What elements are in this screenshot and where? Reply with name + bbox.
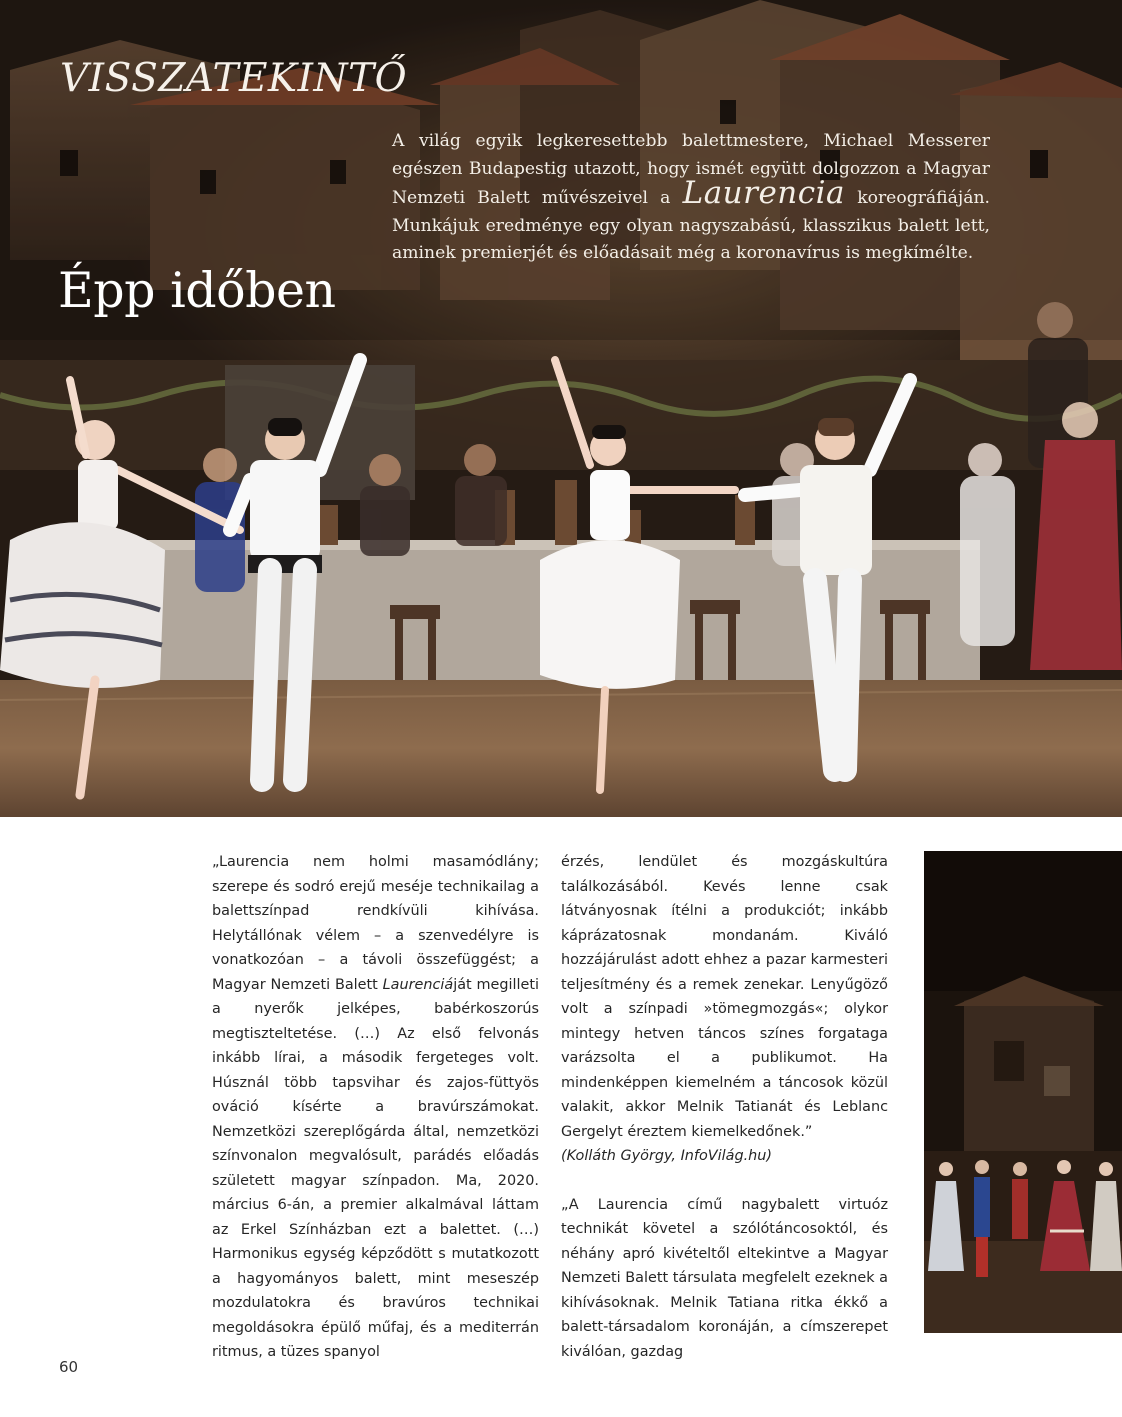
review-quote xyxy=(212,850,539,1365)
text-column-left xyxy=(212,850,539,1365)
play-title: Laurencia xyxy=(682,175,846,212)
section-kicker: VISSZATEKINTŐ xyxy=(60,56,408,101)
lead-text: A világ egyik legkeresettebb balettmestere, Michael Messerer egészen Budapestig utazott, hogy ismét együtt dolgozzon a Magyar Nemzeti Balett művészeivel a xyxy=(392,131,990,209)
stage-scene-illustration xyxy=(924,851,1122,1333)
play-title-inline: Laurenciá xyxy=(382,976,454,993)
text-column-right xyxy=(561,850,888,1364)
quote-text: ját megilleti a nyerők jelképes, babérkoszorús megtiszteltetése. (…) Az első felvonás inkább lírai, a második fergeteges volt. Húsznál több tapsvihar és zajos-füttyös ováció kísérte a bravúrszámokat. Nemzetközi szereplőgárda által, nemzetközi színvonalon megvalósult, parádés előadás született magyar színpadon. Ma, 2020. március 6-án, a premier alkalmával láttam az Erkel Színházban ezt a balettet. (…) Harmonikus egység képződött s mutatkozott a hagyományos balett, mint meseszép mozdulatokra és bravúros technikai megoldásokra épülő műfaj, és a mediterrán ritmus, a tüzes spanyol xyxy=(212,976,540,1360)
quote-attribution: (Kolláth György, InfoVilág.hu) xyxy=(561,1148,773,1164)
page-number: 60 xyxy=(59,1358,79,1376)
review-quote-continued: érzés, lendület és mozgáskultúra találkozásából. Kevés lenne csak látványosnak ítélni a produkciót; inkább káprázatosnak mondanám. Kiváló hozzájárulást adott ehhez a pazar karmesteri teljesítmény és a remek zenekar. Lenyűgöző volt a színpadi »tömegmozgás«; olykor mintegy hetven táncos színes forgatagа varázsolta el a publikumot. Ha mindenképpen kiemelném a táncosok közül valakit, akkor Melnik Tatianát és Leblanc Gergelyt éreztem kiemelkedőnek.” xyxy=(561,854,888,1140)
article-title: Épp időben xyxy=(58,262,336,319)
review-quote-second: „A Laurencia című nagybalett virtuóz technikát követel a szólótáncosoktól, és néhány apró kivételtől eltekintve a Magyar Nemzeti Balett társulata megfelelt ezeknek a kihívásoknak. Melnik Tatiana ritka ékkő a balett-társadalom koronáján, a címszerepet kiválóan, gazdag xyxy=(561,1196,888,1360)
quote-text: „Laurencia nem holmi masamódlány; szerepe és sodró erejű meséje technikailag a balettszínpad rendkívüli kihívása. Helytállónak vélem – a szenvedélyre is vonatkozóan – a távoli összefüggést; a Magyar Nemzeti Balett xyxy=(212,854,539,993)
lead-paragraph xyxy=(392,128,990,268)
lead-text: koreográfiáján. Munkájuk eredménye egy olyan nagyszabású, klasszikus balett lett, aminek premierjét és előadásait még a koronavírus is megkímélte. xyxy=(392,188,990,264)
side-photo xyxy=(924,851,1122,1333)
